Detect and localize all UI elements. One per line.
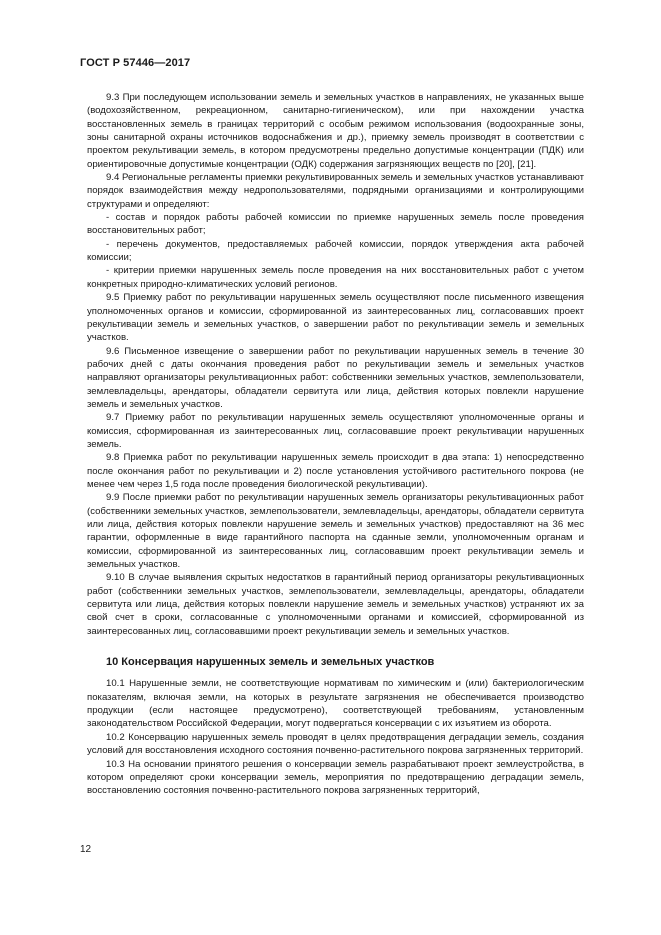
paragraph-10-3: 10.3 На основании принятого решения о консервации земель разрабатывают проект землеустройства, в котором определяют сроки консервации земель, мероприятия по предотвращению деградации земель, восстановлению состояния почвенно-растительного покрова загрязненных территорий, bbox=[87, 758, 584, 797]
page-number: 12 bbox=[80, 844, 92, 855]
paragraph-9-4: 9.4 Региональные регламенты приемки рекультивированных земель и земельных участков устанавливают порядок взаимодействия между недропользователями, подрядными организациями и контролирующими структурами и определяют: bbox=[87, 172, 584, 210]
list-item: - состав и порядок работы рабочей комиссии по приемке нарушенных земель после проведения восстановительных работ; bbox=[87, 212, 584, 237]
document-body bbox=[87, 91, 584, 798]
list-item: - критерии приемки нарушенных земель после проведения на них восстановительных работ с учетом конкретных природно-климатических условий регионов. bbox=[87, 265, 584, 290]
paragraph-9-9: 9.9 После приемки работ по рекультивации нарушенных земель организаторы рекультивационных работ (собственники земельных участков, землепользователи, землевладельцы, арендаторы, обладатели сервитута или лица, действия которых повлекли нарушение земель и земельных участков) предоставляют на 36 мес гарантии, оформленные в виде гарантийного паспорта на сданные земли, уполномоченным органам и комиссии, сформированной из заинтересованных лиц, согласовавшим проект рекультивации земель и земельных участков. bbox=[87, 492, 584, 571]
paragraph-9-5: 9.5 Приемку работ по рекультивации нарушенных земель осуществляют после письменного извещения уполномоченных органов и комиссии, сформированной из заинтересованных лиц, согласовавших проект рекультивации земель и земельных участков, о завершении работ по рекультивации земель и земельных участков. bbox=[87, 292, 584, 344]
paragraph-10-2: 10.2 Консервацию нарушенных земель проводят в целях предотвращения деградации земель, создания условий для восстановления исходного состояния почвенно-растительного покрова загрязненных территорий. bbox=[87, 731, 584, 757]
paragraph-9-3: 9.3 При последующем использовании земель и земельных участков в направлениях, не указанных выше (водохозяйственном, рекреационном, санитарно-гигиеническом), или при нахождении участка восстановленных земель в границах территорий с особым режимом использования (водоохранные зоны, зоны санитарной охраны источников водоснабжения и др.), приемку земель производят в соответствии с проектом рекультивации земель, в котором предусмотрены предельно допустимые концентрации (ПДК) или ориентировочные допустимые концентрации (ОДК) содержания загрязняющих веществ по [20], [21]. bbox=[87, 92, 584, 170]
paragraph-9-8: 9.8 Приемка работ по рекультивации нарушенных земель происходит в два этапа: 1) непосредственно после окончания работ по рекультивации и 2) после установления устойчивого растительного покрова (не менее чем через 1,5 года после проведения биологической рекультивации). bbox=[87, 452, 584, 490]
list-item: - перечень документов, предоставляемых рабочей комиссии, порядок утверждения акта рабочей комиссии; bbox=[87, 238, 584, 264]
paragraph-10-1: 10.1 Нарушенные земли, не соответствующие нормативам по химическим и (или) бактериологическим показателям, включая земли, на которых в результате загрязнения не обеспечивается производство продукции (если настоящее предусмотрено), соответствующей требованиям, установленным законодательством Российской Федерации, могут подвергаться консервации с их изъятием из оборота. bbox=[87, 678, 584, 730]
document-header: ГОСТ Р 57446—2017 bbox=[80, 57, 191, 69]
section-10-title: 10 Консервация нарушенных земель и земельных участков bbox=[106, 656, 435, 669]
paragraph-9-10: 9.10 В случае выявления скрытых недостатков в гарантийный период организаторы рекультивационных работ (собственники земельных участков, землепользователи, землевладельцы, арендаторы, обладатели сервитута или лица, действия которых повлекли нарушение земель и земельных участков) устраняют их за свой счет в сроки, согласованные с уполномоченными органами и комиссией, сформированной из заинтересованных лиц, согласовавшими проект рекультивации земель и земельных участков. bbox=[87, 572, 584, 637]
paragraph-9-7: 9.7 Приемку работ по рекультивации нарушенных земель осуществляют уполномоченные органы и комиссия, сформированная из заинтересованных лиц, согласовавшие проект рекультивации нарушенных земель. bbox=[87, 412, 584, 450]
paragraph-9-6: 9.6 Письменное извещение о завершении работ по рекультивации нарушенных земель в течение 30 рабочих дней с даты окончания проведения работ по рекультивации земель и земельных участков направляют организаторы рекультивационных работ: собственники земельных участков, землепользователи, землевладельцы, арендаторы, обладатели сервитута или лица, действия которых повлекли нарушение земель и земельных участков. bbox=[87, 345, 584, 410]
